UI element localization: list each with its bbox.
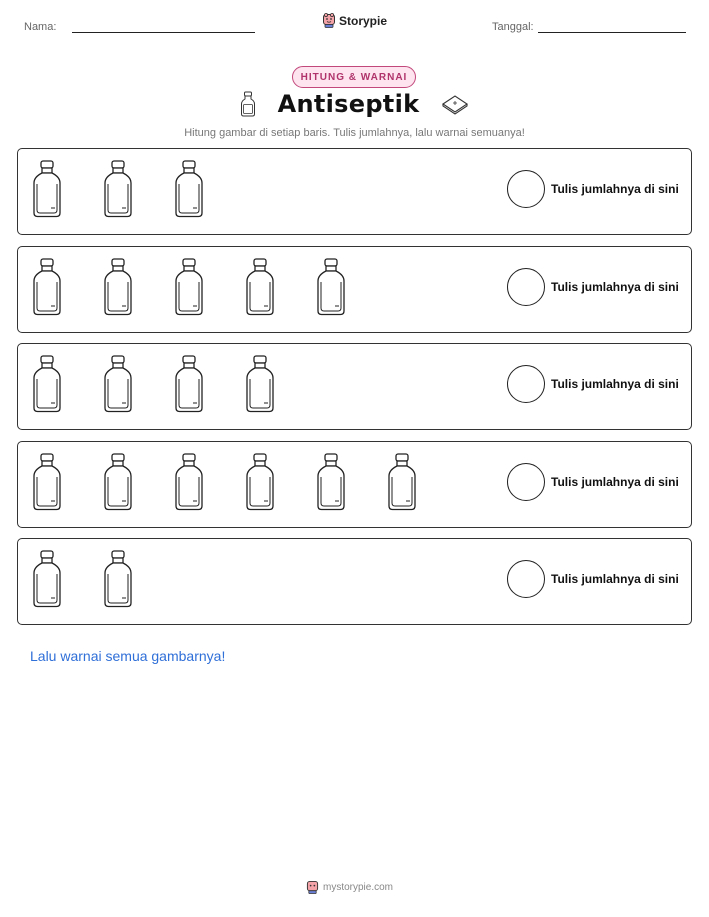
antiseptic-bottle-icon[interactable] [103, 258, 133, 316]
answer-circle[interactable] [507, 170, 545, 208]
answer-prompt: Tulis jumlahnya di sini [551, 377, 679, 391]
date-line[interactable] [538, 32, 686, 33]
antiseptic-bottle-icon [240, 91, 256, 117]
answer-prompt: Tulis jumlahnya di sini [551, 279, 679, 294]
antiseptic-bottle-icon[interactable] [316, 453, 346, 511]
antiseptic-bottle-icon[interactable] [32, 453, 62, 511]
name-label: Nama: [24, 21, 57, 33]
activity-badge: HITUNG & WARNAI [292, 66, 416, 88]
antiseptic-bottle-icon[interactable] [103, 160, 133, 218]
answer-prompt: Tulis jumlahnya di sini [551, 474, 679, 489]
brand-name: Storypie [339, 13, 388, 28]
count-row [17, 343, 692, 430]
count-row [17, 441, 692, 528]
footer-site [306, 880, 393, 894]
antiseptic-bottle-icon[interactable] [32, 258, 62, 316]
antiseptic-bottle-icon[interactable] [174, 355, 204, 413]
antiseptic-bottle-icon[interactable] [103, 355, 133, 413]
page-title: Antiseptik [277, 90, 420, 118]
antiseptic-bottle-icon[interactable] [387, 453, 417, 511]
answer-prompt: Tulis jumlahnya di sini [551, 182, 679, 196]
storypie-mascot-icon [322, 13, 336, 28]
site-url: mystorypie.com [323, 881, 394, 893]
antiseptic-bottle-icon[interactable] [103, 453, 133, 511]
footer-note: Lalu warnai semua gambarnya! [30, 648, 226, 664]
count-row [17, 148, 692, 235]
antiseptic-bottle-icon[interactable] [32, 355, 62, 413]
antiseptic-bottle-icon[interactable] [32, 550, 62, 608]
title-row [0, 90, 709, 118]
instructions: Hitung gambar di setiap baris. Tulis jumlahnya, lalu warnai semuanya! [184, 127, 525, 139]
antiseptic-bottle-icon[interactable] [174, 453, 204, 511]
brand-logo [322, 13, 387, 28]
name-line[interactable] [72, 32, 255, 33]
answer-circle[interactable] [507, 560, 545, 598]
answer-circle[interactable] [507, 268, 545, 306]
antiseptic-bottle-icon[interactable] [316, 258, 346, 316]
antiseptic-bottle-icon[interactable] [245, 355, 275, 413]
antiseptic-bottle-icon[interactable] [103, 550, 133, 608]
cotton-pad-icon [441, 93, 469, 115]
answer-prompt: Tulis jumlahnya di sini [551, 572, 679, 586]
date-label: Tanggal: [492, 21, 534, 33]
count-row [17, 246, 692, 333]
antiseptic-bottle-icon[interactable] [174, 160, 204, 218]
answer-circle[interactable] [507, 463, 545, 501]
antiseptic-bottle-icon[interactable] [32, 160, 62, 218]
antiseptic-bottle-icon[interactable] [174, 258, 204, 316]
count-row [17, 538, 692, 625]
antiseptic-bottle-icon[interactable] [245, 258, 275, 316]
antiseptic-bottle-icon[interactable] [245, 453, 275, 511]
answer-circle[interactable] [507, 365, 545, 403]
storypie-mascot-icon [306, 880, 319, 894]
